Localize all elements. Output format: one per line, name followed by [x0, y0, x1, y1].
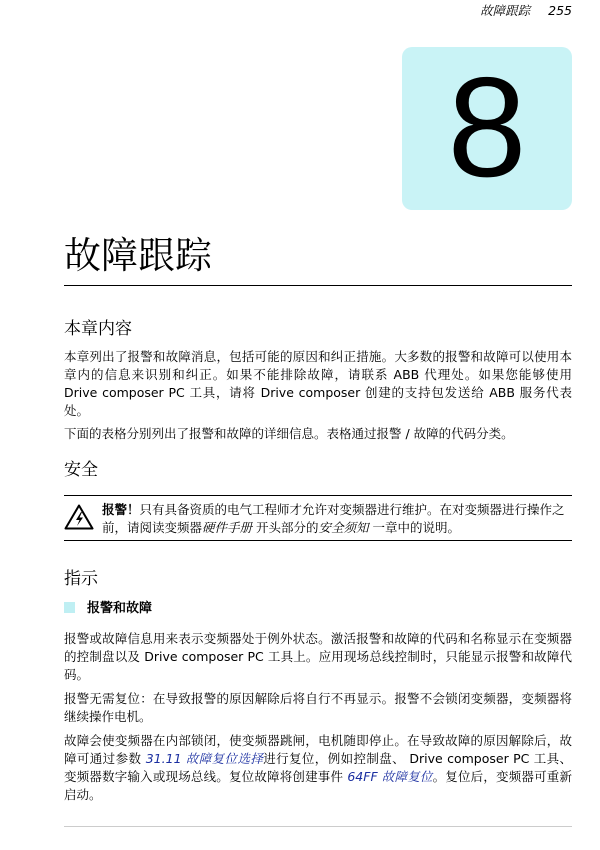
indications-paragraph-3 — [64, 732, 572, 804]
indications-paragraph-2: 报警无需复位：在导致报警的原因解除后将自行不再显示。报警不会锁闭变频器，变频器将继续操作电机。 — [64, 691, 572, 724]
p3-text-a: 故障会使变频器在内部锁闭，使变频器跳闸，电机随即停止。在导致故障的原因解除后，故障可通过参数 — [64, 733, 572, 766]
contents-paragraph-2: 下面的表格分别列出了报警和故障的详细信息。表格通过报警 / 故障的代码分类。 — [64, 426, 514, 441]
warning-text-part-2: 开头部分的 — [256, 520, 319, 535]
warning-triangle-icon — [64, 504, 94, 530]
warning-label: 报警！ — [102, 502, 140, 517]
title-divider — [64, 285, 572, 286]
subheading-text: 报警和故障 — [87, 601, 153, 616]
warning-text-part-1: 只有具备资质的电气工程师才允许对变频器进行维护。在对变频器进行操作之前，请阅读变频器 — [102, 502, 565, 535]
section-heading-contents: 本章内容 — [64, 319, 132, 339]
p3-text-b: 进行复位，例如控制盘、 Drive composer PC 工具、变频器数字输入或现场总线。复位故障将创建事件 — [64, 751, 572, 784]
hardware-manual-ref: 硬件手册 — [202, 520, 253, 535]
param-31-11-link[interactable]: 31.11 故障复位选择 — [145, 751, 264, 766]
page-number: 255 — [548, 3, 572, 18]
running-title: 故障跟踪 — [480, 3, 531, 18]
page-header — [480, 1, 572, 19]
section-heading-safety: 安全 — [64, 460, 98, 480]
indications-paragraph-1: 报警或故障信息用来表示变频器处于例外状态。激活报警和故障的代码和名称显示在变频器的控制盘以及 Drive composer PC 工具上。应用现场总线控制时，只能显示报警和故障代码。 — [64, 631, 572, 682]
warning-text-part-3: 一章中的说明。 — [372, 520, 461, 535]
warning-box — [64, 495, 572, 541]
warning-text — [102, 501, 570, 537]
chapter-number: 8 — [447, 48, 527, 207]
square-bullet-icon — [64, 602, 75, 613]
safety-instructions-ref: 安全须知 — [318, 520, 369, 535]
subheading-alarms-faults — [64, 600, 152, 618]
event-64ff-link[interactable]: 64FF 故障复位 — [347, 769, 433, 784]
footer-divider — [64, 826, 572, 827]
chapter-number-box — [402, 47, 572, 210]
contents-paragraph-1: 本章列出了报警和故障消息，包括可能的原因和纠正措施。大多数的报警和故障可以使用本章内的信息来识别和纠正。如果不能排除故障，请联系 ABB 代理处。如果您能够使用 Drive composer PC 工具，请将 Drive composer 创建的支持包发送给 ABB 服务代表处。 — [64, 349, 572, 418]
p3-text-c: 。复位后，变频器可重新启动。 — [64, 769, 572, 802]
chapter-title: 故障跟踪 — [64, 234, 212, 277]
section-heading-indications: 指示 — [64, 569, 98, 589]
